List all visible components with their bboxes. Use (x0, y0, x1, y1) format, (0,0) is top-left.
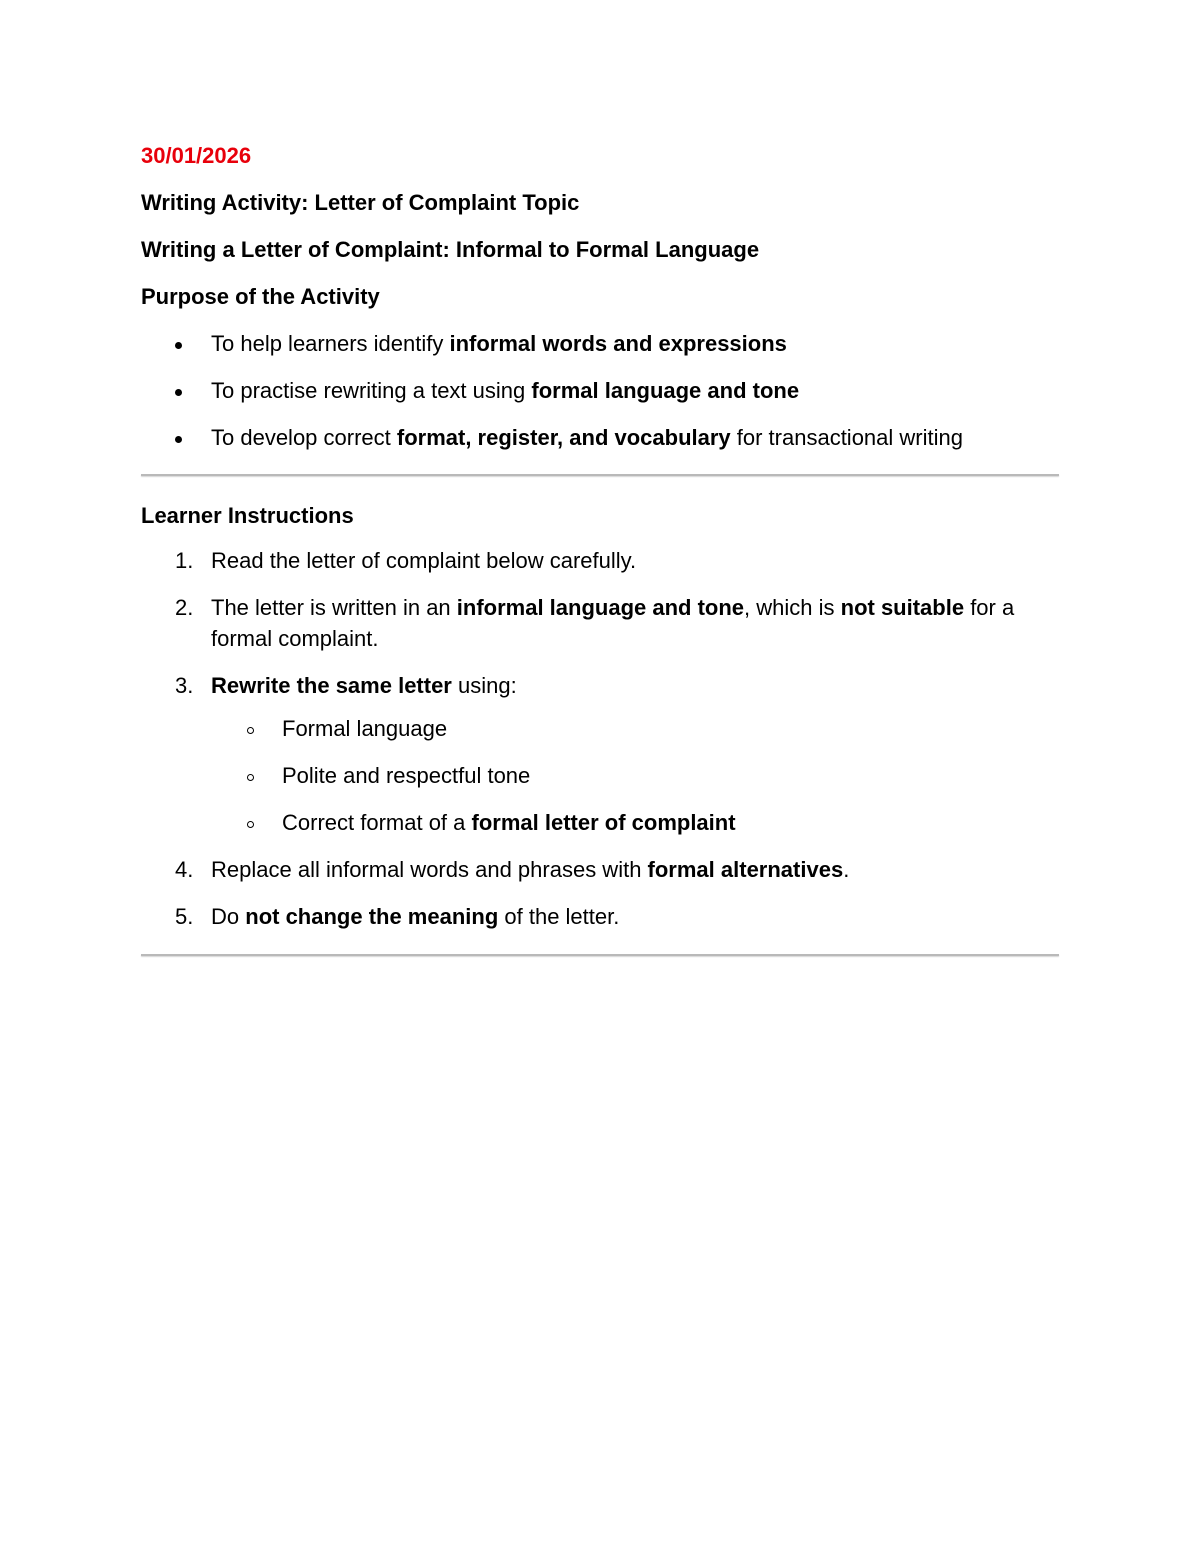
sub-item: Formal language (211, 713, 1059, 744)
circle-bullet-icon (247, 821, 254, 828)
document-page (141, 140, 1059, 956)
step-number: 5. (175, 904, 194, 929)
purpose-list (141, 328, 1059, 454)
instruction-step: 3. Rewrite the same letter using: Formal language Polite and respectful tone Correct format of a formal letter of complaint (141, 670, 1059, 838)
circle-bullet-icon (247, 727, 254, 734)
bullet-icon (175, 389, 182, 396)
activity-subtitle: Writing a Letter of Complaint: Informal to Formal Language (141, 237, 760, 262)
horizontal-divider (141, 954, 1059, 956)
instruction-step: 1. Read the letter of complaint below carefully. (141, 545, 1059, 576)
instructions-list (141, 545, 1059, 932)
activity-title: Writing Activity: Letter of Complaint Topic (141, 190, 580, 215)
purpose-item: To develop correct format, register, and vocabulary for transactional writing (141, 422, 1059, 454)
instruction-step: 4. Replace all informal words and phrases with formal alternatives. (141, 854, 1059, 885)
purpose-item: To help learners identify informal words and expressions (141, 328, 1059, 360)
bullet-icon (175, 342, 182, 349)
bullet-icon (175, 436, 182, 443)
sub-item: Correct format of a formal letter of complaint (211, 807, 1059, 838)
instruction-step: 5. Do not change the meaning of the letter. (141, 901, 1059, 932)
sub-list (211, 713, 1059, 838)
step-number: 2. (175, 595, 194, 620)
circle-bullet-icon (247, 774, 254, 781)
step-number: 1. (175, 548, 194, 573)
horizontal-divider (141, 474, 1059, 476)
step-number: 3. (175, 673, 194, 698)
purpose-heading: Purpose of the Activity (141, 284, 380, 309)
purpose-item: To practise rewriting a text using formal language and tone (141, 375, 1059, 407)
document-date: 30/01/2026 (141, 143, 252, 168)
instruction-step: 2. The letter is written in an informal language and tone, which is not suitable for a formal complaint. (141, 592, 1059, 654)
step-number: 4. (175, 857, 194, 882)
instructions-heading: Learner Instructions (141, 503, 354, 528)
sub-item: Polite and respectful tone (211, 760, 1059, 791)
